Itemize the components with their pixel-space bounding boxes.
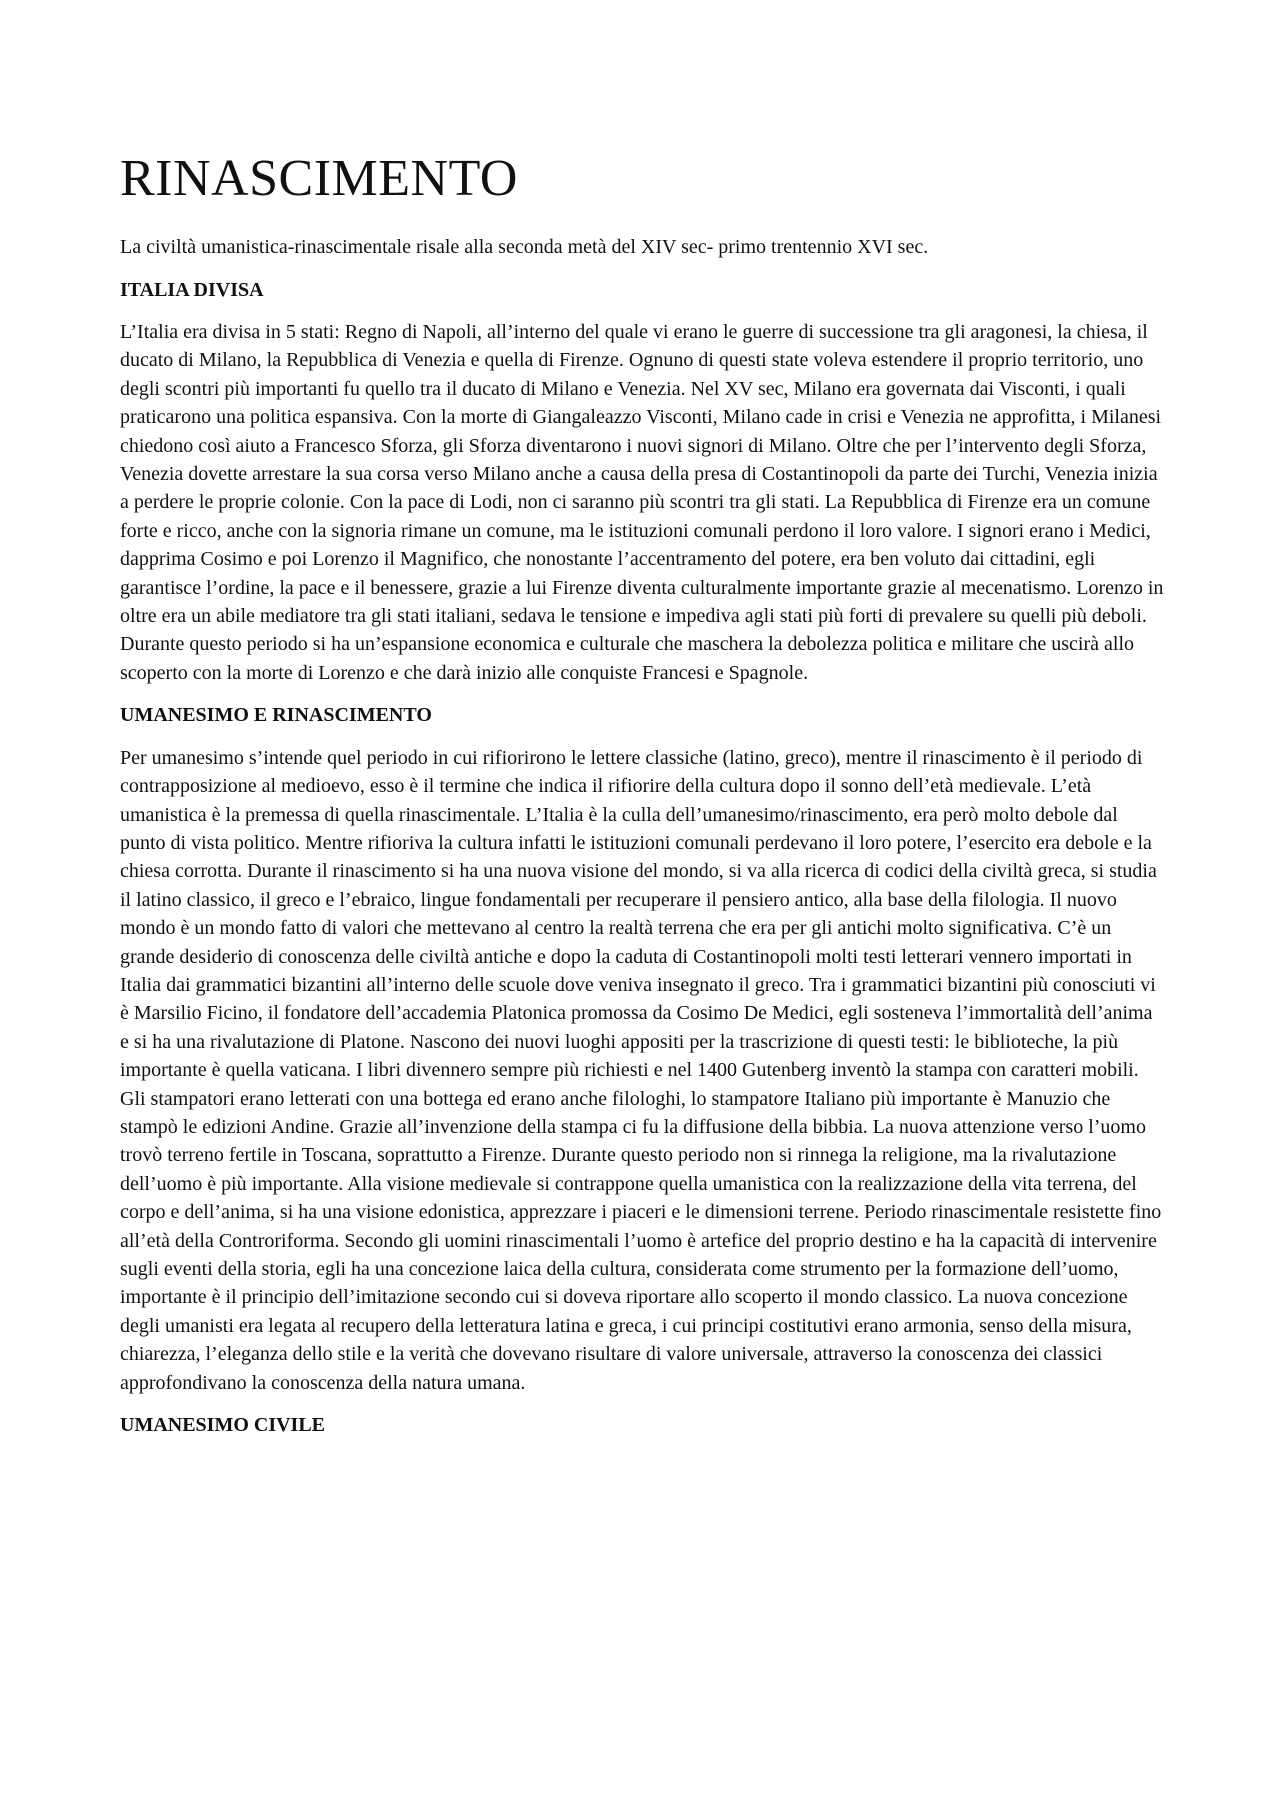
section-heading-umanesimo-rinascimento: UMANESIMO E RINASCIMENTO	[120, 704, 432, 727]
section-heading-italia-divisa: ITALIA DIVISA	[120, 278, 264, 301]
page-title: RINASCIMENTO	[120, 150, 518, 207]
section-heading-umanesimo-civile: UMANESIMO CIVILE	[120, 1414, 326, 1437]
section-body-italia-divisa: L’Italia era divisa in 5 stati: Regno di Napoli, all’interno del quale vi erano le guerre di successione tra gli aragonesi, la chiesa, il ducato di Milano, la Repubblica di Venezia e quella di Firenze. Ognuno di questi state voleva estendere il proprio territorio, uno degli scontri più importanti fu quello tra il ducato di Milano e Venezia. Nel XV sec, Milano era governata dai Visconti, i quali praticarono una politica espansiva. Con la morte di Giangaleazzo Visconti, Milano cade in crisi e Venezia ne approfitta, i Milanesi chiedono così aiuto a Francesco Sforza, gli Sforza diventarono i nuovi signori di Milano. Oltre che per l’intervento degli Sforza, Venezia dovette arrestare la sua corsa verso Milano anche a causa della presa di Costantinopoli da parte dei Turchi, Venezia inizia a perdere le proprie colonie. Con la pace di Lodi, non ci saranno più scontri tra gli stati. La Repubblica di Firenze era un comune forte e ricco, anche con la signoria rimane un comune, ma le istituzioni comunali perdono il loro valore. I signori erano i Medici, dapprima Cosimo e poi Lorenzo il Magnifico, che nonostante l’accentramento del potere, era ben voluto dai cittadini, egli garantisce l’ordine, la pace e il benessere, grazie a lui Firenze diventa culturalmente importante grazie al mecenatismo. Lorenzo in oltre era un abile mediatore tra gli stati italiani, sedava le tensione e impediva agli stati più forti di prevalere su quelli più deboli. Durante questo periodo si ha un’espansione economica e culturale che maschera la debolezza politica e militare che uscirà allo scoperto con la morte di Lorenzo e che darà inizio alle conquiste Francesi e Spagnole.	[120, 321, 1164, 684]
document-page	[120, 150, 1165, 1453]
section-body-umanesimo-rinascimento: Per umanesimo s’intende quel periodo in cui rifiorirono le lettere classiche (latino, greco), mentre il rinascimento è il periodo di contrapposizione al medioevo, esso è il termine che indica il rifiorire della cultura dopo il sonno dell’età medievale. L’età umanistica è la premessa di quella rinascimentale. L’Italia è la culla dell’umanesimo/rinascimento, era però molto debole dal punto di vista politico. Mentre rifioriva la cultura infatti le istituzioni comunali perdevano il loro potere, l’esercito era debole e la chiesa corrotta. Durante il rinascimento si ha una nuova visione del mondo, si va alla ricerca di codici della civiltà greca, si studia il latino classico, il greco e l’ebraico, lingue fondamentali per recuperare il pensiero antico, alla base della filologia. Il nuovo mondo è un mondo fatto di valori che mettevano al centro la realtà terrena che era per gli antichi molto significativa. C’è un grande desiderio di conoscenza delle civiltà antiche e dopo la caduta di Costantinopoli molti testi letterari vennero importati in Italia dai grammatici bizantini all’interno delle scuole dove veniva insegnato il greco. Tra i grammatici bizantini più conosciuti vi è Marsilio Ficino, il fondatore dell’accademia Platonica promossa da Cosimo De Medici, egli sosteneva l’immortalità dell’anima e si ha una rivalutazione di Platone. Nascono dei nuovi luoghi appositi per la trascrizione di questi testi: le biblioteche, la più importante è quella vaticana. I libri divennero sempre più richiesti e nel 1400 Gutenberg inventò la stampa con caratteri mobili. Gli stampatori erano letterati con una bottega ed erano anche filologhi, lo stampatore Italiano più importante è Manuzio che stampò le edizioni Andine. Grazie all’invenzione della stampa ci fu la diffusione della bibbia. La nuova attenzione verso l’uomo trovò terreno fertile in Toscana, soprattutto a Firenze. Durante questo periodo non si rinnega la religione, ma la rivalutazione dell’uomo è più importante. Alla visione medievale si contrappone quella umanistica con la realizzazione della vita terrena, del corpo e dell’anima, si ha una visione edonistica, apprezzare i piaceri e le dimensioni terrene. Periodo rinascimentale resistette fino all’età della Controriforma. Secondo gli uomini rinascimentali l’uomo è artefice del proprio destino e ha la capacità di intervenire sugli eventi della storia, egli ha una concezione laica della cultura, considerata come strumento per la formazione dell’uomo, importante è il principio dell’imitazione secondo cui si doveva riportare allo scoperto il mondo classico. La nuova concezione degli umanisti era legata al recupero della letteratura latina e greca, i cui principi costitutivi erano armonia, senso della misura, chiarezza, l’eleganza dello stile e la verità che dovevano risultare di valore universale, attraverso la conoscenza dei classici approfondivano la conoscenza della natura umana.	[120, 746, 1162, 1394]
intro-paragraph: La civiltà umanistica-rinascimentale risale alla seconda metà del XIV sec- primo trentennio XVI sec.	[120, 236, 929, 259]
